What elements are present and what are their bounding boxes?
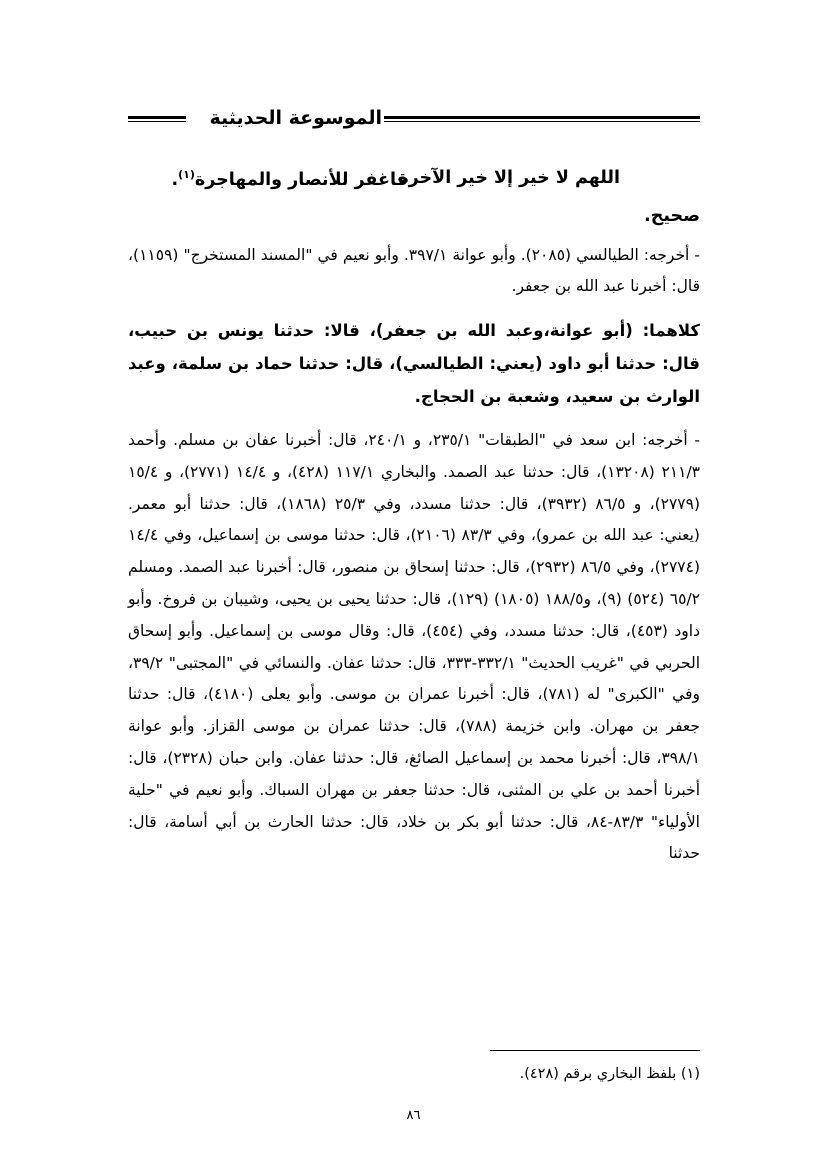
header-rule-thin-left xyxy=(128,121,186,122)
running-header xyxy=(128,103,700,137)
page-number: ٨٦ xyxy=(406,1108,421,1123)
takhrij-paragraph-1: - أخرجه: الطيالسي (٢٠٨٥). وأبو عوانة ٣٩٧/١. وأبو نعيم في "المسند المستخرج" (١١٥٩)، قال: أخبرنا عبد الله بن جعفر. xyxy=(128,246,700,295)
footnote: (١) بلفظ البخاري برقم (٤٢٨). xyxy=(519,1066,700,1082)
header-rule-thick-left xyxy=(128,116,186,119)
takhrij-paragraph-2: - أخرجه: ابن سعد في "الطبقات" ٢٣٥/١، و ٢٤٠/١، قال: أخبرنا عفان بن مسلم. وأحمد ٢١١/٣ (١٣٢٠٨)، قال: حدثنا عبد الصمد. والبخاري ١١٧/١ (٤٢٨)، و ١٤/٤ (٢٧٧١)، و ١٥/٤ (٢٧٧٩)، و ٨٦/٥ (٣٩٣٢)، قال: حدثنا مسدد، وفي ٢٥/٣ (١٨٦٨)، قال: حدثنا أبو معمر. (يعني: عبد الله بن عمرو)، وفي ٨٣/٣ (٢١٠٦)، قال: حدثنا موسى بن إسماعيل، وفي ١٤/٤ (٢٧٧٤)، وفي ٨٦/٥ (٢٩٣٢)، قال: حدثنا إسحاق بن منصور، قال: أخبرنا عبد الصمد. ومسلم ٦٥/٢ (٥٢٤) (٩)، و١٨٨/٥ (١٨٠٥) (١٢٩)، قال: حدثنا يحيى بن يحيى، وشيبان بن فروخ. وأبو داود (٤٥٣)، قال: حدثنا مسدد، وفي (٤٥٤)، قال: وقال موسى بن إسماعيل. وأبو إسحاق الحربي في "غريب الحديث" ٣٣٢/١-٣٣٣، قال: حدثنا عفان. والنسائي في "المجتبى" ٣٩/٢، وفي "الكبرى" له (٧٨١)، قال: أخبرنا عمران بن موسى. وأبو يعلى (٤١٨٠)، قال: حدثنا جعفر بن مهران. وابن خزيمة (٧٨٨)، قال: حدثنا عمران بن موسى القزاز. وأبو عوانة ٣٩٨/١، قال: أخبرنا محمد بن إسماعيل الصائغ، قال: حدثنا عفان. وابن حبان (٢٣٢٨)، قال: أخبرنا أحمد بن علي بن المثنى، قال: حدثنا جعفر بن مهران السباك. وأبو نعيم في "حلية الأولياء" ٨٣/٣-٨٤، قال: حدثنا أبو بكر بن خلاد، قال: حدثنا الحارث بن أبي أسامة، قال: حدثنا xyxy=(128,431,701,863)
isnad-paragraph: كلاهما: (أبو عوانة،وعبد الله بن جعفر)، قالا: حدثنا يونس بن حبيب، قال: حدثنا أبو داود (يعني: الطيالسي)، قال: حدثنا حماد بن سلمة، وعبد الوارث بن سعيد، وشعبة بن الحجاج. xyxy=(128,321,700,406)
footnote-reference[interactable]: (١) xyxy=(178,168,195,181)
verse-end-mark: . xyxy=(171,169,179,190)
verse-hemistich-second xyxy=(171,168,408,190)
verse-hemistich-first: اللهم لا خير إلا خير الآخرة xyxy=(398,168,620,188)
verse-hemistich-second-text: فاغفر للأنصار والمهاجرة xyxy=(194,169,408,190)
header-rule-thick-right xyxy=(384,116,700,119)
footnote-separator xyxy=(490,1050,700,1051)
poetry-verse xyxy=(128,168,700,200)
header-title: الموسوعة الحديثية xyxy=(209,107,382,129)
hadith-grade: صحيح. xyxy=(644,206,700,226)
header-rule-thin-right xyxy=(384,121,700,122)
